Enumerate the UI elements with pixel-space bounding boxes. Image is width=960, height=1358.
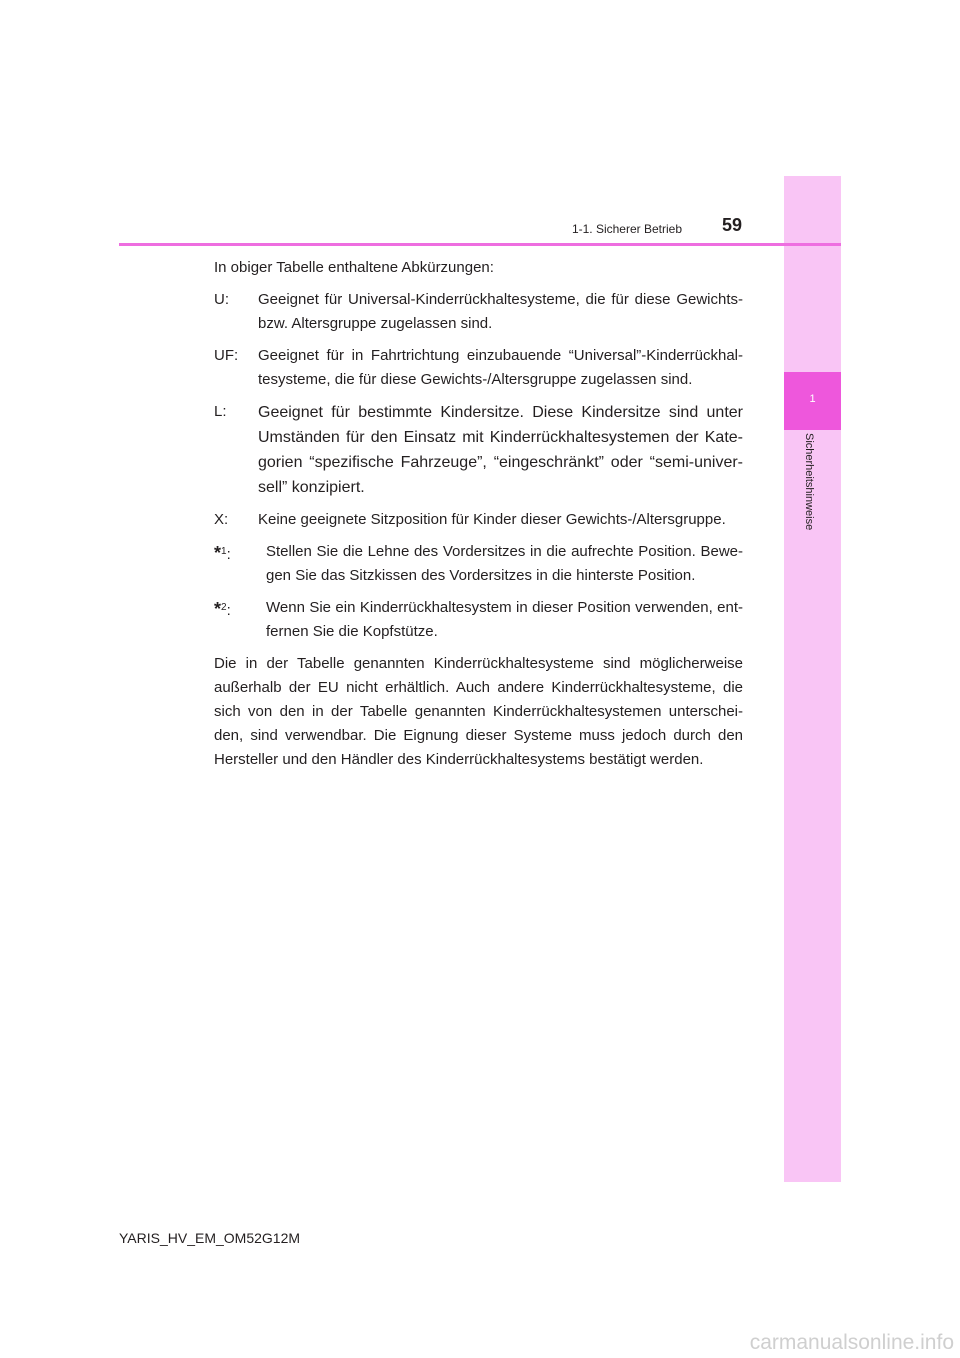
footnote-desc: Wenn Sie ein Kinderrückhaltesystem in dieser Position verwenden, ent- fernen Sie die Kopfstütze. — [266, 599, 743, 640]
closing-paragraph: Die in der Tabelle genannten Kinderrückhaltesysteme sind möglicherweise außerhalb der EU nicht erhältlich. Auch andere Kinderrückhaltesysteme, die sich von den in der Tabelle genannten Kinderrückhaltesystemen unterschei- den, sind verwendbar. Die Eignung dieser Systeme muss jedoch durch den Hersteller und den Händler des Kinderrückhaltesystems bestätigt werden. — [214, 655, 743, 768]
page-content — [214, 256, 743, 780]
asterisk-icon: * — [214, 543, 222, 563]
chapter-number: 1 — [809, 393, 816, 405]
section-title: 1-1. Sicherer Betrieb — [571, 222, 682, 236]
abbreviation-item — [214, 400, 743, 500]
chapter-side-tab — [784, 176, 841, 1182]
abbreviation-term: L: — [214, 403, 227, 420]
footnote-colon: : — [226, 602, 231, 619]
abbreviation-desc: Geeignet für bestimmte Kindersitze. Diese Kindersitze sind unter Umständen für den Einsatz mit Kinderrückhaltesystemen der Kate- gorien “spezifische Fahrzeuge”, “eingeschränkt” oder “semi-univer- sell” konzipiert. — [258, 404, 743, 496]
abbreviation-desc: Geeignet für in Fahrtrichtung einzubauende “Universal”-Kinderrückhal- tesysteme, die für diese Gewichts-/Altersgruppe zugelassen sind. — [258, 347, 743, 388]
abbreviation-term: UF: — [214, 347, 239, 364]
document-code: YARIS_HV_EM_OM52G12M — [119, 1230, 301, 1246]
intro-text: In obiger Tabelle enthaltene Abkürzungen: — [214, 259, 494, 276]
footnote-desc: Stellen Sie die Lehne des Vordersitzes in die aufrechte Position. Bewe- gen Sie das Sitzkissen des Vordersitzes in die hinterste Position. — [266, 543, 743, 584]
footnote-marker — [214, 540, 266, 588]
footnote-item — [214, 596, 743, 644]
abbreviation-desc: Geeignet für Universal-Kinderrückhaltesysteme, die für diese Gewichts- bzw. Altersgruppe zugelassen sind. — [258, 291, 743, 332]
abbreviation-item — [214, 344, 743, 392]
chapter-label: Sicherheitshinweise — [803, 433, 815, 531]
footnote-number: 1 — [221, 546, 227, 557]
watermark: carmanualsonline.info — [749, 1331, 954, 1354]
footnote-number: 2 — [221, 602, 227, 613]
abbreviation-item — [214, 508, 743, 532]
asterisk-icon: * — [214, 599, 222, 619]
footnote-item — [214, 540, 743, 588]
page-number: 59 — [722, 215, 743, 235]
header-rule — [119, 243, 841, 246]
footnote-colon: : — [226, 546, 231, 563]
abbreviation-item — [214, 288, 743, 336]
footnote-marker — [214, 596, 266, 644]
abbreviation-term: X: — [214, 511, 229, 528]
abbreviation-desc: Keine geeignete Sitzposition für Kinder dieser Gewichts-/Altersgruppe. — [258, 511, 726, 528]
abbreviation-term: U: — [214, 291, 229, 308]
